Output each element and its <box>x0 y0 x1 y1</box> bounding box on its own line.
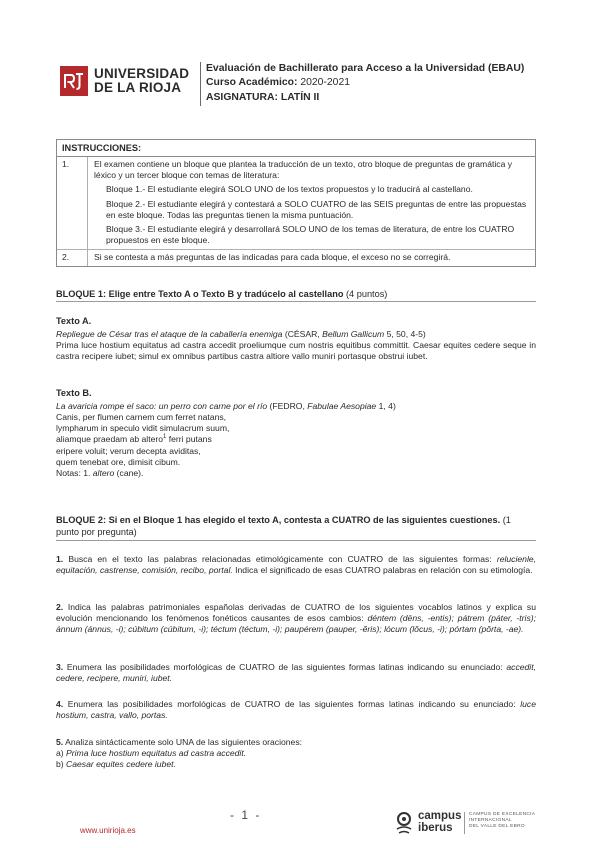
notes-rest: (cane). <box>114 467 144 478</box>
option-b-label: b) <box>56 759 67 770</box>
subject: ASIGNATURA: LATÍN II <box>206 91 320 103</box>
text-a-subtitle-title: Repliegue de César tras el ataque de la caballería enemiga <box>56 328 283 339</box>
question-1-forms: relucienle, equitación, castrense, comisión, recibo, portal. <box>56 554 537 576</box>
question-1-text2: Indica el significado de esas CUATRO palabras en relación con su etimología. <box>235 565 533 576</box>
text-a-source-work: Bellum Gallicum <box>322 328 385 339</box>
page-number: - 1 - <box>230 808 262 822</box>
campus-word-line1: campus <box>418 810 462 822</box>
block1-title <box>56 289 536 301</box>
question-2 <box>56 602 536 636</box>
campus-tagline-line: CAMPUS DE EXCELENCIA <box>469 812 536 817</box>
block1-points: (4 puntos) <box>346 289 388 299</box>
question-3-number: 3. <box>56 662 64 672</box>
question-1-text: Busca en el texto las palabras relacionadas etimológicamente con CUATRO de las siguientes formas: <box>68 554 492 564</box>
text-a-subtitle <box>56 329 536 340</box>
instruction-text: Si se contesta a más preguntas de las indicadas para cada bloque, el exceso no se corregirá. <box>94 252 451 263</box>
university-name <box>94 67 189 95</box>
page-header <box>50 58 555 114</box>
text-a-body: Prima luce hostium equitatus ad castra accedit proeliumque cum nostris equitibus committit. Caesar equites cedere seque in castra recipere iubet; simul ex omnibus partibus castra altiore vallo muniri portasque obstrui iubet. <box>56 340 536 362</box>
block2-rule <box>56 540 536 541</box>
block1-rule <box>56 301 536 302</box>
notes-label: Notas: 1. <box>56 467 93 478</box>
question-5-number: 5. <box>56 737 64 747</box>
text-b-subtitle-title: La avaricia rompe el saco: un perro con carne por el río <box>56 400 268 411</box>
header-divider <box>200 62 201 106</box>
question-5 <box>56 737 536 771</box>
text-b-verses <box>56 412 536 479</box>
instruction-text: El examen contiene un bloque que plantea la traducción de un texto, otro bloque de preguntas de gramática y léxico y un tercer bloque con temas de literatura: <box>94 159 513 181</box>
question-4 <box>56 699 536 721</box>
verse-line-start: aliamque praedam ab altero <box>56 434 164 445</box>
instruction-block3: Bloque 3.- El estudiante elegirá y desarrollará SOLO UNO de los temas de literatura, de entre los CUATRO propuestos en este bloque. <box>106 223 515 246</box>
footer-url[interactable]: www.unirioja.es <box>80 826 136 835</box>
instructions-title: INSTRUCCIONES: <box>57 140 535 157</box>
instruction-number: 1. <box>62 159 70 169</box>
question-5-line <box>56 737 536 748</box>
text-a-heading: Texto A. <box>56 316 92 326</box>
text-b-source-author: (FEDRO, <box>269 400 308 411</box>
question-5-option-b <box>56 759 536 770</box>
text-b <box>56 388 536 479</box>
option-a-label: a) <box>56 748 67 759</box>
text-a-source-author: (CÉSAR, <box>284 328 323 339</box>
instruction-body <box>87 157 535 249</box>
notes-word: altero <box>92 467 115 478</box>
instructions-box <box>56 139 536 267</box>
university-name-line2: DE LA RIOJA <box>94 80 182 96</box>
text-b-source-ref: 1, 4) <box>376 400 396 411</box>
question-1 <box>56 554 536 576</box>
text-b-subtitle <box>56 401 536 412</box>
course-year <box>206 76 524 90</box>
campus-divider <box>464 812 465 834</box>
university-name-line1: UNIVERSIDAD <box>94 66 190 81</box>
campus-word-line2: iberus <box>418 822 453 835</box>
university-emblem-icon <box>60 66 88 96</box>
exam-info <box>206 62 524 105</box>
option-a-text: Prima luce hostium equitatus ad castra accedit. <box>66 748 247 759</box>
course-label: Curso Académico: <box>206 77 298 89</box>
option-b-text: Caesar equites cedere iubet. <box>66 759 176 770</box>
instruction-body <box>87 250 535 266</box>
campus-tagline <box>469 812 535 830</box>
block2-title <box>56 515 536 539</box>
exam-title: Evaluación de Bachillerato para Acceso a la Universidad (EBAU) <box>206 63 525 74</box>
question-4-number: 4. <box>56 699 64 709</box>
question-2-text: Indica las palabras patrimoniales españolas derivadas de CUATRO de los siguientes vocablos latinos y explica su evolución mencionando los fenómenos fonéticos causantes de esos cambios: <box>56 602 537 624</box>
block2-heading: BLOQUE 2: Si en el Bloque 1 has elegido el texto A, contesta a CUATRO de las siguientes cuestiones. <box>56 515 501 525</box>
instruction-number: 2. <box>62 252 70 263</box>
question-4-forms: luce hostium, castra, vallo, portas. <box>56 699 536 721</box>
footnote-marker: 1 <box>163 434 167 441</box>
question-2-number: 2. <box>56 602 64 612</box>
question-1-number: 1. <box>56 554 64 564</box>
block1-heading: BLOQUE 1: Elige entre Texto A o Texto B y tradúcelo al castellano <box>56 289 344 299</box>
question-2-words: déntem (dēns, -entis); pátrem (páter, -tris); ánnum (ánnus, -i); cúbitum (cúbitum, -i); téctum (téctum, -i); paupérem (pauper, -ĕris); lócum (lŏcus, -i); pórtam (pŏrta, -ae). <box>56 613 537 635</box>
question-4-text: Enumera las posibilidades morfológicas de CUATRO de las siguientes formas latinas indicando su enunciado: <box>67 699 516 709</box>
instruction-block2: Bloque 2.- El estudiante elegirá y contestará a SOLO CUATRO de las SEIS preguntas de entre las propuestas en este bloque. Todas las preguntas tienen la misma puntuación. <box>106 198 527 220</box>
instruction-block1: Bloque 1.- El estudiante elegirá SOLO UNO de los textos propuestos y lo traducirá al castellano. <box>106 184 473 195</box>
verse-line: quem tenebat ore, dimisit cibum. <box>56 456 181 467</box>
campus-tagline-line: DEL VALLE DEL EBRO <box>469 823 525 829</box>
university-logo <box>50 58 198 108</box>
verse-line: lympharum in speculo vidit simulacrum suum, <box>56 423 230 434</box>
text-a-source-ref: 5, 50, 4-5) <box>384 328 426 339</box>
verse-line: eripere voluit; verum decepta aviditas, <box>56 445 201 456</box>
text-b-source-work: Fabulae Aesopiae <box>307 400 377 411</box>
campus-iberus-icon <box>394 811 414 835</box>
block2-points: (1 punto por pregunta) <box>56 515 511 537</box>
question-5-text: Analiza sintácticamente solo UNA de las siguientes oraciones: <box>65 737 303 747</box>
text-b-notes <box>56 468 536 479</box>
campus-tagline-line: INTERNACIONAL <box>469 817 512 823</box>
instruction-row <box>57 250 535 266</box>
verse-line: Canis, per flumen carnem cum ferret natans, <box>56 412 227 423</box>
question-3-text: Enumera las posibilidades morfológicas de CUATRO de las siguientes formas latinas indicando su enunciado: <box>66 662 503 672</box>
question-3 <box>56 662 536 684</box>
verse-line-end: ferri putans <box>166 434 212 445</box>
text-a <box>56 316 536 362</box>
instruction-row <box>57 157 535 250</box>
campus-iberus-logo <box>394 808 544 838</box>
question-3-forms: accedit, cedere, recipere, muniri, iubet. <box>56 662 536 684</box>
question-5-option-a <box>56 748 536 759</box>
verse-line <box>56 434 536 445</box>
campus-wordmark <box>418 810 461 834</box>
course-value: 2020-2021 <box>300 77 351 89</box>
text-b-heading: Texto B. <box>56 388 92 398</box>
